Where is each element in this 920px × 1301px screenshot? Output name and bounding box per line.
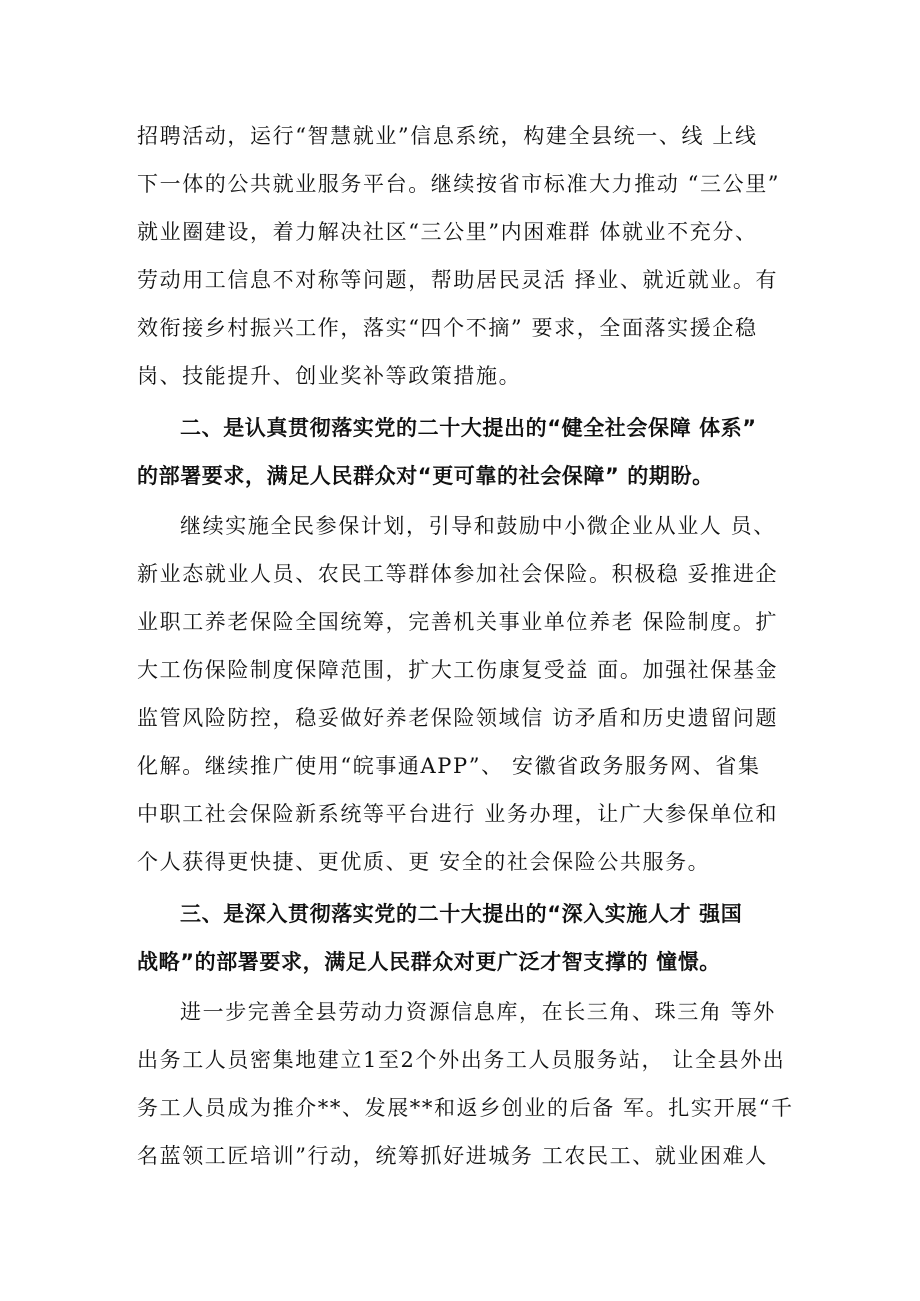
paragraph-2-line-7: 中职工社会保险新系统等平台进行 业务办理，让广大参保单位和 [137,802,779,826]
paragraph-3-line-2: 出务工人员密集地建立1至2个外出务工人员服务站， 让全县外出 [137,1048,786,1072]
paragraph-2-line-5: 监管风险防控，稳妥做好养老保险领域信 访矛盾和历史遗留问题 [137,706,779,730]
paragraph-1-line-1: 招聘活动，运行“智慧就业”信息系统，构建全县统一、线 上线 [137,124,758,148]
paragraph-1-line-3: 就业圈建设，着力解决社区“三公里”内困难群 体就业不充分、 [137,220,758,244]
paragraph-2-line-2: 新业态就业人员、农民工等群体参加社会保险。积极稳 妥推进企 [137,562,779,586]
paragraph-1-line-4: 劳动用工信息不对称等问题，帮助居民灵活 择业、就近就业。有 [137,268,779,292]
paragraph-3-line-4: 名蓝领工匠培训”行动，统筹抓好进城务 工农民工、就业困难人 [137,1144,768,1168]
section-2-heading-line-1: 二、是认真贯彻落实党的二十大提出的“健全社会保障 体系” [180,416,757,440]
paragraph-2-line-8: 个人获得更快捷、更优质、更 安全的社会保险公共服务。 [137,850,711,874]
paragraph-1-line-2: 下一体的公共就业服务平台。继续按省市标准大力推动 “三公里” [137,172,781,196]
paragraph-1-line-5: 效衔接乡村振兴工作，落实“四个不摘” 要求，全面落实援企稳 [137,316,758,340]
section-3-heading-line-1: 三、是深入贯彻落实党的二十大提出的“深入实施人才 强国 [180,902,743,926]
paragraph-2-line-4: 大工伤保险制度保障范围，扩大工伤康复受益 面。加强社保基金 [137,658,779,682]
paragraph-2-line-6: 化解。继续推广使用“皖事通APP”、 安徽省政务服务网、省集 [137,754,761,778]
section-3-heading-line-2: 战略”的部署要求，满足人民群众对更广泛才智支撑的 憧憬。 [137,950,721,974]
paragraph-3-line-3: 务工人员成为推介**、发展**和返乡创业的后备 军。扎实开展“千 [137,1096,794,1120]
paragraph-2-line-3: 业职工养老保险全国统筹，完善机关事业单位养老 保险制度。扩 [137,610,779,634]
paragraph-2-line-1: 继续实施全民参保计划，引导和鼓励中小微企业从业人 员、 [180,514,776,538]
section-2-heading-line-2: 的部署要求，满足人民群众对“更可靠的社会保障” 的期盼。 [137,464,714,488]
paragraph-3-line-1: 进一步完善全县劳动力资源信息库，在长三角、珠三角 等外 [180,1000,776,1024]
paragraph-1-line-6: 岗、技能提升、创业奖补等政策措施。 [137,364,522,388]
